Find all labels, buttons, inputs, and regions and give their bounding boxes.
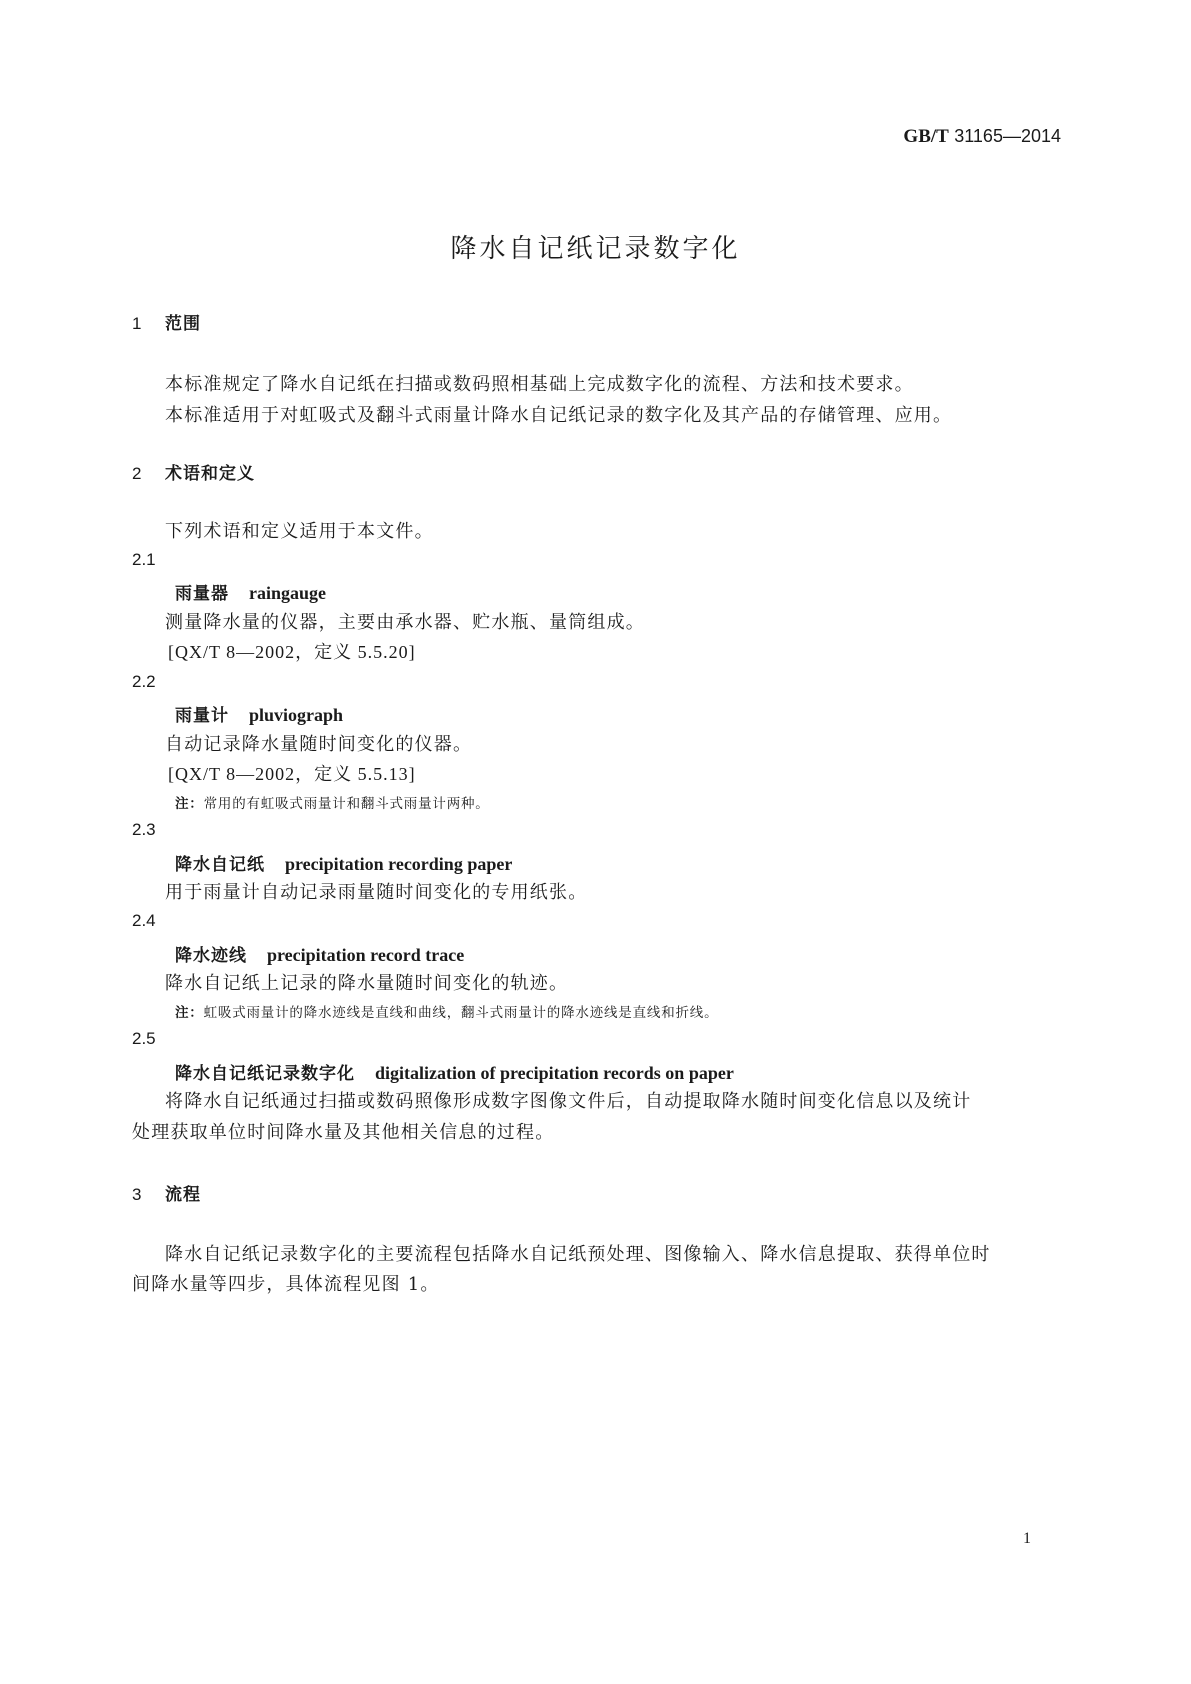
note-text: 常用的有虹吸式雨量计和翻斗式雨量计两种。: [203, 796, 490, 812]
note-label: 注：: [175, 1005, 204, 1021]
note-text: 虹吸式雨量计的降水迹线是直线和曲线，翻斗式雨量计的降水迹线是直线和折线。: [203, 1005, 719, 1021]
scope-paragraph-2: 本标准适用于对虹吸式及翻斗式雨量计降水自记纸记录的数字化及其产品的存储管理、应用。: [165, 405, 953, 426]
term-definition: 降水自记纸上记录的降水量随时间变化的轨迹。: [165, 973, 569, 994]
section-3-heading: [132, 1180, 201, 1205]
term-zh: 降水自记纸记录数字化: [175, 1064, 355, 1084]
section-2-heading: [132, 459, 255, 484]
term-zh: 雨量器: [175, 584, 229, 604]
section-number: 3: [132, 1185, 142, 1204]
term-en: digitalization of precipitation records on paper: [375, 1063, 734, 1083]
term-en: raingauge: [249, 583, 327, 603]
term-source: [QX/T 8—2002，定义 5.5.13]: [168, 764, 416, 784]
term-en: precipitation recording paper: [285, 854, 513, 874]
term-note: [175, 1001, 718, 1021]
terms-intro: 下列术语和定义适用于本文件。: [165, 521, 434, 542]
term-number: 2.2: [132, 672, 156, 691]
section-title: 流程: [165, 1185, 201, 1205]
note-label: 注：: [175, 796, 204, 812]
term-heading: [175, 941, 464, 966]
term-heading: [175, 1059, 734, 1084]
term-definition-line-2: 处理获取单位时间降水量及其他相关信息的过程。: [132, 1122, 555, 1143]
term-number: 2.5: [132, 1029, 156, 1048]
term-en: pluviograph: [249, 705, 344, 725]
term-zh: 降水自记纸: [175, 855, 265, 875]
section-number: 2: [132, 464, 142, 483]
term-heading: [175, 850, 512, 875]
section-title: 范围: [165, 314, 201, 334]
page-number: 1: [1023, 1530, 1031, 1547]
section-number: 1: [132, 314, 142, 333]
standard-number: [903, 126, 1061, 148]
section-1-heading: [132, 309, 201, 334]
term-definition-line-1: 将降水自记纸通过扫描或数码照像形成数字图像文件后，自动提取降水随时间变化信息以及统计: [165, 1091, 972, 1112]
process-paragraph-line-2: 间降水量等四步，具体流程见图 1。: [132, 1274, 440, 1295]
term-definition: 测量降水量的仪器，主要由承水器、贮水瓶、量筒组成。: [165, 612, 645, 633]
standard-prefix: GB/T: [903, 126, 949, 147]
term-zh: 雨量计: [175, 706, 229, 726]
term-definition: 自动记录降水量随时间变化的仪器。: [165, 734, 473, 755]
term-note: [175, 792, 490, 812]
scope-paragraph-1: 本标准规定了降水自记纸在扫描或数码照相基础上完成数字化的流程、方法和技术要求。: [165, 374, 914, 395]
term-number: 2.4: [132, 911, 156, 930]
process-paragraph-line-1: 降水自记纸记录数字化的主要流程包括降水自记纸预处理、图像输入、降水信息提取、获得单位时: [165, 1244, 991, 1265]
section-title: 术语和定义: [165, 464, 255, 484]
term-source: [QX/T 8—2002，定义 5.5.20]: [168, 642, 416, 662]
term-heading: [175, 579, 326, 604]
term-number: 2.1: [132, 550, 156, 569]
term-en: precipitation record trace: [267, 945, 465, 965]
term-zh: 降水迹线: [175, 946, 247, 966]
standard-code: 31165—2014: [954, 126, 1061, 146]
term-heading: [175, 701, 343, 726]
term-definition: 用于雨量计自动记录雨量随时间变化的专用纸张。: [165, 882, 588, 903]
term-number: 2.3: [132, 820, 156, 839]
document-title: 降水自记纸记录数字化: [450, 234, 741, 264]
